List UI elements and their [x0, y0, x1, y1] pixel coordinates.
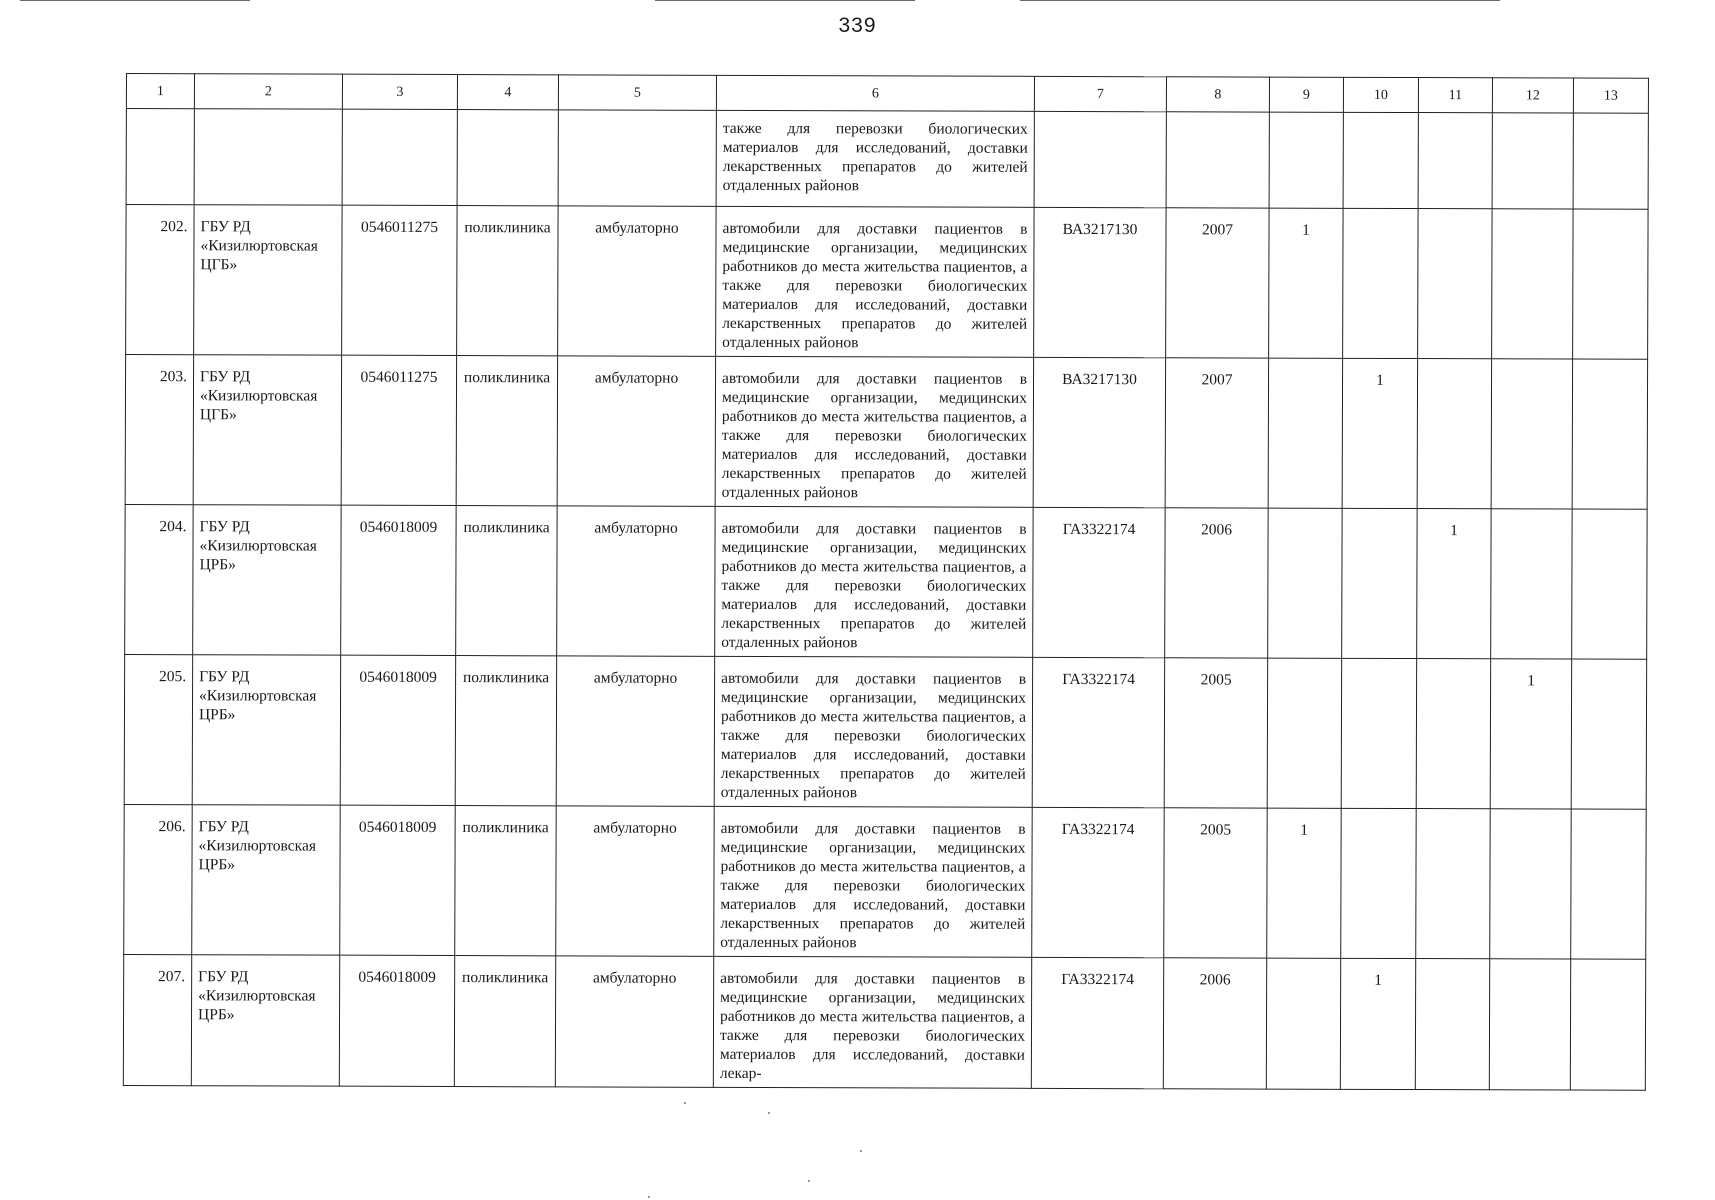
- mark-col-9: [1268, 508, 1342, 658]
- mark-col-9: 1: [1269, 208, 1343, 358]
- mark-col-11: [1416, 659, 1490, 809]
- continuation-purpose-cell: также для перевозки биологических материалов для исследований, доставки лекарственных препаратов до жителей отдаленных районов: [716, 110, 1034, 207]
- organization-name: ГБУ РД «Кизилюртовская ЦРБ»: [192, 805, 340, 955]
- mark-col-12: [1491, 359, 1572, 509]
- registration-number: ГА3322174: [1033, 507, 1165, 657]
- vehicle-purpose: автомобили для доставки пациентов в медицинские организации, медицинских работников до места жительства пациентов, а также для перевозки биологических материалов для исследований, доставки лекарственных препаратов до жителей отдаленных районов: [716, 206, 1034, 357]
- mark-col-13: [1572, 509, 1647, 659]
- table-row: [124, 804, 1646, 959]
- mark-col-12: [1490, 809, 1571, 959]
- mark-col-9: [1266, 958, 1340, 1089]
- scan-speck: [808, 1180, 810, 1182]
- mark-col-9: [1268, 358, 1342, 508]
- vehicle-purpose: автомобили для доставки пациентов в медицинские организации, медицинских работников до места жительства пациентов, а также для перевозки биологических материалов для исследований, доставки лекарственных препаратов до жителей отдаленных районов: [715, 506, 1033, 657]
- manufacture-year: 2005: [1164, 808, 1267, 958]
- registration-number: ГА3322174: [1032, 807, 1164, 957]
- column-header: 7: [1034, 76, 1166, 111]
- inn-code: 0546011275: [342, 205, 457, 355]
- organization-name: ГБУ РД «Кизилюртовская ЦГБ»: [194, 205, 342, 355]
- facility-type: поликлиника: [456, 356, 557, 506]
- mark-col-12: [1491, 509, 1572, 659]
- inn-code: 0546018009: [339, 955, 454, 1086]
- header-row: [126, 74, 1648, 114]
- mark-col-13: [1571, 809, 1646, 959]
- registry-table: [123, 73, 1649, 1091]
- column-header: 2: [194, 74, 342, 109]
- care-mode: амбулаторно: [556, 656, 714, 806]
- mark-col-10: [1341, 658, 1416, 808]
- column-header: 5: [558, 75, 716, 110]
- mark-col-13: [1570, 959, 1645, 1090]
- vehicle-purpose: автомобили для доставки пациентов в медицинские организации, медицинских работников до места жительства пациентов, а также для перевозки биологических материалов для исследований, доставки лекарственных препаратов до жителей отдаленных районов: [714, 806, 1032, 957]
- row-number: 207.: [123, 954, 191, 1085]
- column-header: 6: [716, 75, 1034, 111]
- inn-code: 0546018009: [340, 655, 455, 805]
- column-header: 4: [457, 75, 558, 110]
- row-number: 204.: [125, 504, 193, 654]
- facility-type: поликлиника: [455, 806, 556, 956]
- organization-name: ГБУ РД «Кизилюртовская ЦРБ»: [193, 505, 341, 655]
- manufacture-year: 2007: [1165, 358, 1268, 508]
- table-row: [124, 654, 1646, 809]
- row-number: 206.: [124, 804, 192, 954]
- column-header: 8: [1166, 77, 1269, 112]
- scan-edge-line: [20, 0, 250, 1]
- manufacture-year: 2006: [1163, 958, 1266, 1089]
- organization-name: ГБУ РД «Кизилюртовская ЦРБ»: [192, 655, 340, 805]
- vehicle-purpose: автомобили для доставки пациентов в медицинские организации, медицинских работников до места жительства пациентов, а также для перевозки биологических материалов для исследований, доставки лекарственных препаратов до жителей отдаленных районов: [715, 356, 1033, 507]
- mark-col-10: [1341, 808, 1416, 958]
- care-mode: амбулаторно: [555, 956, 713, 1087]
- continuation-row: [126, 109, 1648, 210]
- mark-col-10: [1342, 508, 1417, 658]
- page-number: 339: [838, 14, 877, 37]
- inn-code: 0546018009: [340, 805, 455, 955]
- mark-col-9: [1267, 658, 1341, 808]
- mark-col-10: [1343, 208, 1418, 358]
- scan-edge-line: [655, 0, 915, 1]
- manufacture-year: 2006: [1165, 508, 1268, 658]
- mark-col-11: [1416, 809, 1490, 959]
- mark-col-13: [1573, 209, 1648, 359]
- column-header: 1: [126, 74, 194, 109]
- table-row: [125, 355, 1647, 510]
- mark-col-12: [1492, 209, 1573, 359]
- mark-col-13: [1572, 359, 1647, 509]
- scan-speck: [684, 1102, 686, 1104]
- mark-col-12: [1489, 959, 1570, 1090]
- facility-type: поликлиника: [457, 206, 558, 356]
- scan-edge-line: [1020, 0, 1500, 1]
- care-mode: амбулаторно: [557, 506, 715, 656]
- mark-col-11: [1417, 359, 1491, 509]
- column-header: 13: [1573, 78, 1648, 113]
- mark-col-10: 1: [1340, 958, 1415, 1089]
- inn-code: 0546011275: [341, 355, 456, 505]
- registration-number: ВА3217130: [1033, 357, 1165, 507]
- facility-type: поликлиника: [455, 656, 556, 806]
- mark-col-11: [1418, 209, 1492, 359]
- column-header: 10: [1343, 77, 1418, 112]
- manufacture-year: 2007: [1166, 208, 1269, 358]
- registration-number: ВА3217130: [1034, 207, 1166, 357]
- mark-col-11: [1415, 959, 1489, 1090]
- facility-type: поликлиника: [454, 956, 555, 1087]
- inn-code: 0546018009: [341, 505, 456, 655]
- vehicle-purpose: автомобили для доставки пациентов в медицинские организации, медицинских работников до места жительства пациентов, а также для перевозки биологических материалов для исследований, доставки лекар-: [713, 956, 1031, 1088]
- organization-name: ГБУ РД «Кизилюртовская ЦГБ»: [193, 355, 341, 505]
- mark-col-12: 1: [1490, 659, 1571, 809]
- care-mode: амбулаторно: [556, 806, 714, 956]
- row-number: 202.: [126, 205, 194, 355]
- table-row: [125, 504, 1647, 659]
- facility-type: поликлиника: [456, 506, 557, 656]
- column-header: 9: [1269, 77, 1343, 112]
- scan-speck: [768, 1112, 770, 1114]
- scan-speck: [648, 1196, 650, 1198]
- organization-name: ГБУ РД «Кизилюртовская ЦРБ»: [191, 955, 339, 1086]
- registration-number: ГА3322174: [1032, 657, 1164, 807]
- mark-col-9: 1: [1267, 808, 1341, 958]
- row-number: 203.: [125, 355, 193, 505]
- mark-col-11: 1: [1417, 509, 1491, 659]
- registration-number: ГА3322174: [1031, 957, 1163, 1088]
- care-mode: амбулаторно: [558, 206, 716, 356]
- care-mode: амбулаторно: [557, 356, 715, 506]
- vehicle-purpose: автомобили для доставки пациентов в медицинские организации, медицинских работников до места жительства пациентов, а также для перевозки биологических материалов для исследований, доставки лекарственных препаратов до жителей отдаленных районов: [714, 656, 1032, 807]
- mark-col-13: [1571, 659, 1646, 809]
- column-header: 12: [1492, 78, 1573, 113]
- column-header: 11: [1418, 78, 1492, 113]
- scan-speck: [860, 1150, 862, 1152]
- mark-col-10: 1: [1342, 358, 1417, 508]
- column-header: 3: [342, 74, 457, 109]
- manufacture-year: 2005: [1164, 658, 1267, 808]
- row-number: 205.: [124, 654, 192, 804]
- table-row: [126, 205, 1648, 360]
- table-row: [123, 954, 1645, 1090]
